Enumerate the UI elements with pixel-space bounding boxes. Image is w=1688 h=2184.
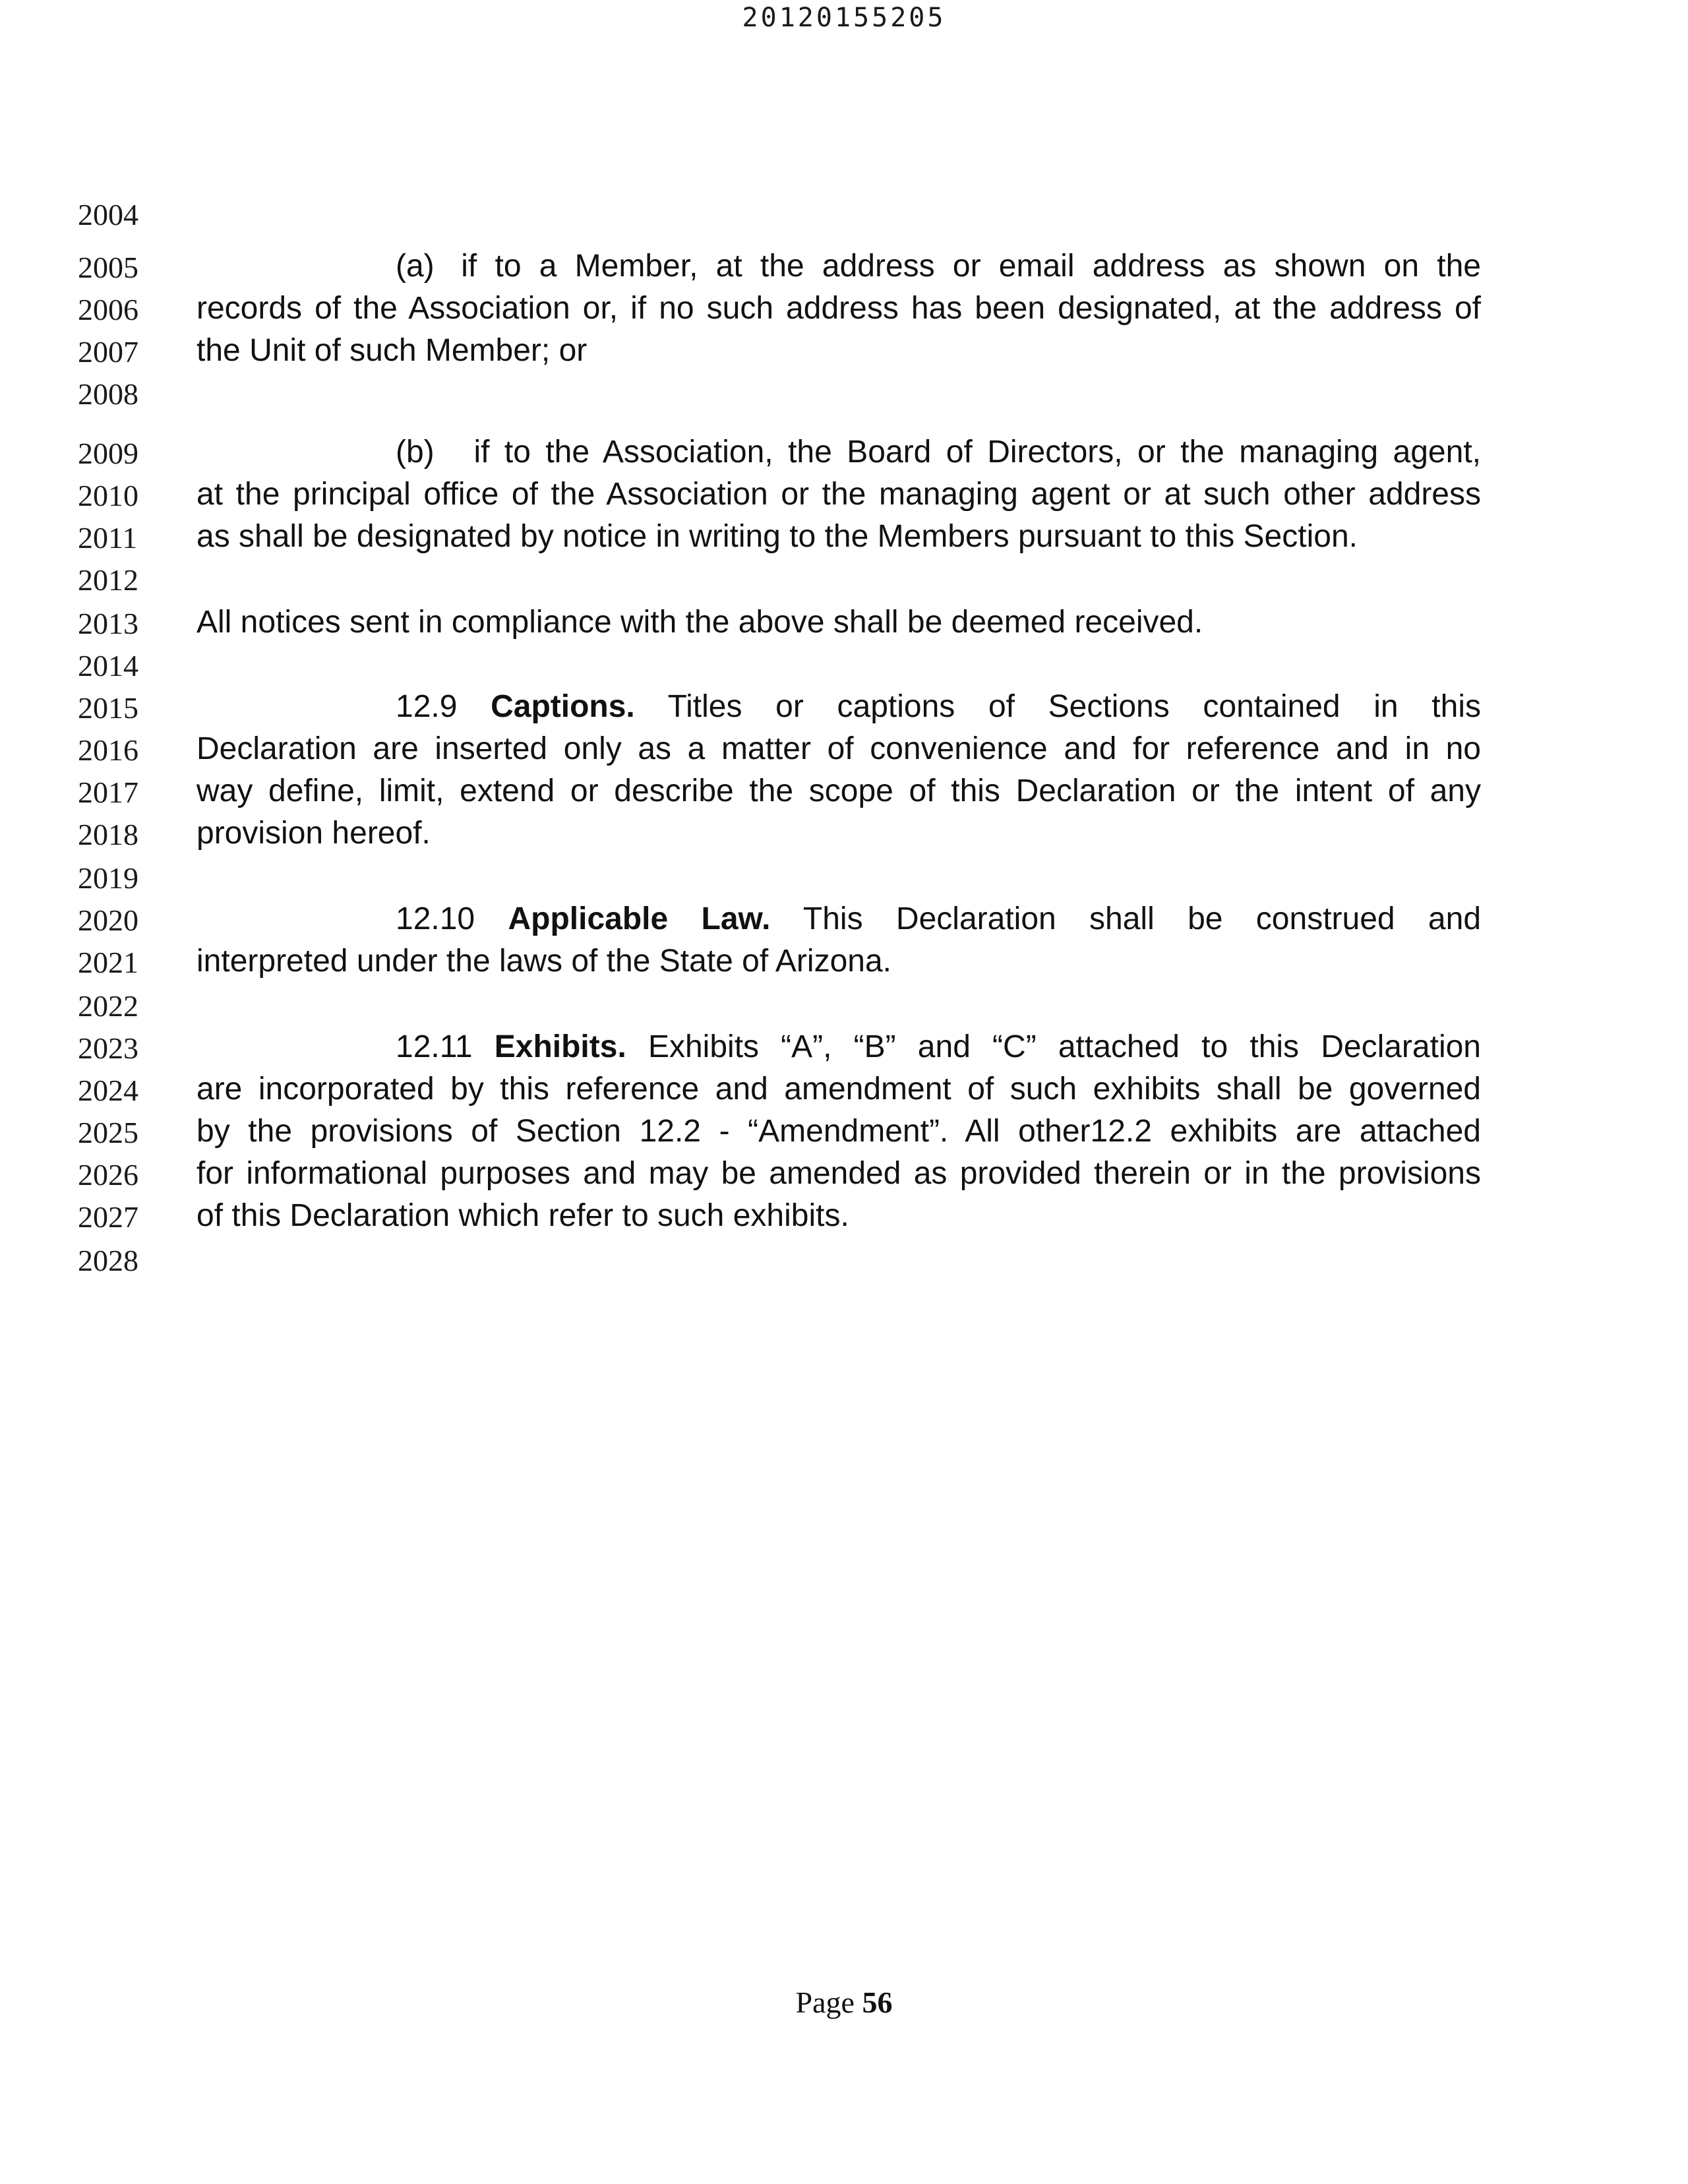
line-number: 2016 (78, 733, 138, 767)
line-number: 2006 (78, 293, 138, 326)
captions-line-2: Declaration are inserted only as a matter of convenience and for reference and in no (196, 731, 1481, 766)
paragraph-a-line-3: the Unit of such Member; or (196, 333, 588, 368)
paragraph-a-line-1 (196, 245, 1481, 288)
paragraph-b-text: if to the Association, the Board of Directors, or the managing agent, (473, 435, 1481, 470)
exhibits-text: Exhibits “A”, “B” and “C” attached to this Declaration (648, 1029, 1481, 1064)
captions-text: Titles or captions of Sections contained in this (667, 689, 1481, 724)
line-number: 2027 (78, 1200, 138, 1234)
paragraph-a-line-2: records of the Association or, if no such address has been designated, at the address of (196, 291, 1481, 326)
paragraph-a-text: if to a Member, at the address or email address as shown on the (461, 249, 1481, 284)
exhibits-line-5: of this Declaration which refer to such exhibits. (196, 1198, 849, 1233)
line-number: 2021 (78, 946, 138, 979)
recording-number: 20120155205 (742, 3, 946, 33)
captions-title: Captions. (491, 689, 635, 724)
line-number: 2008 (78, 377, 138, 411)
line-number: 2028 (78, 1244, 138, 1277)
line-number: 2012 (78, 563, 138, 597)
exhibits-line-4: for informational purposes and may be amended as provided therein or in the provisions (196, 1156, 1481, 1191)
exhibits-title: Exhibits. (494, 1029, 626, 1064)
captions-section-number: 12.9 (396, 689, 458, 724)
page-footer (0, 1985, 1688, 2020)
line-number: 2020 (78, 903, 138, 937)
law-title: Applicable Law. (508, 901, 771, 936)
line-number: 2009 (78, 437, 138, 470)
line-number: 2018 (78, 818, 138, 851)
line-number: 2013 (78, 607, 138, 640)
line-number: 2010 (78, 479, 138, 512)
line-number: 2023 (78, 1031, 138, 1065)
page-number: 56 (862, 1986, 893, 2019)
law-line-1 (196, 898, 1481, 940)
law-text: This Declaration shall be construed and (802, 901, 1482, 936)
line-number: 2004 (78, 198, 138, 231)
exhibits-line-1 (196, 1026, 1481, 1068)
paragraph-b-line-1 (196, 431, 1481, 473)
paragraph-a-label: (a) (396, 249, 435, 284)
captions-line-1 (196, 686, 1481, 728)
line-number: 2019 (78, 861, 138, 895)
line-number: 2011 (78, 521, 138, 555)
line-number: 2024 (78, 1074, 138, 1107)
line-number: 2005 (78, 251, 138, 284)
captions-line-4: provision hereof. (196, 816, 431, 851)
paragraph-b-line-3: as shall be designated by notice in writing to the Members pursuant to this Section. (196, 519, 1358, 554)
captions-line-3: way define, limit, extend or describe the scope of this Declaration or the intent of any (196, 774, 1481, 808)
paragraph-b-label: (b) (396, 435, 435, 470)
line-number: 2025 (78, 1116, 138, 1149)
line-number: 2026 (78, 1158, 138, 1192)
line-number: 2015 (78, 691, 138, 725)
exhibits-line-3: by the provisions of Section 12.2 - “Amendment”. All other12.2 exhibits are attached (196, 1114, 1481, 1149)
line-number: 2014 (78, 649, 138, 682)
page-label: Page (795, 1986, 855, 2019)
exhibits-line-2: are incorporated by this reference and amendment of such exhibits shall be governed (196, 1072, 1481, 1107)
exhibits-section-number: 12.11 (396, 1029, 473, 1064)
paragraph-b-line-2: at the principal office of the Association or the managing agent or at such other address (196, 477, 1481, 512)
law-section-number: 12.10 (396, 901, 475, 936)
line-number: 2017 (78, 775, 138, 809)
line-number: 2022 (78, 989, 138, 1023)
notices-line: All notices sent in compliance with the above shall be deemed received. (196, 605, 1203, 640)
line-number: 2007 (78, 335, 138, 369)
law-line-2: interpreted under the laws of the State of Arizona. (196, 944, 891, 979)
